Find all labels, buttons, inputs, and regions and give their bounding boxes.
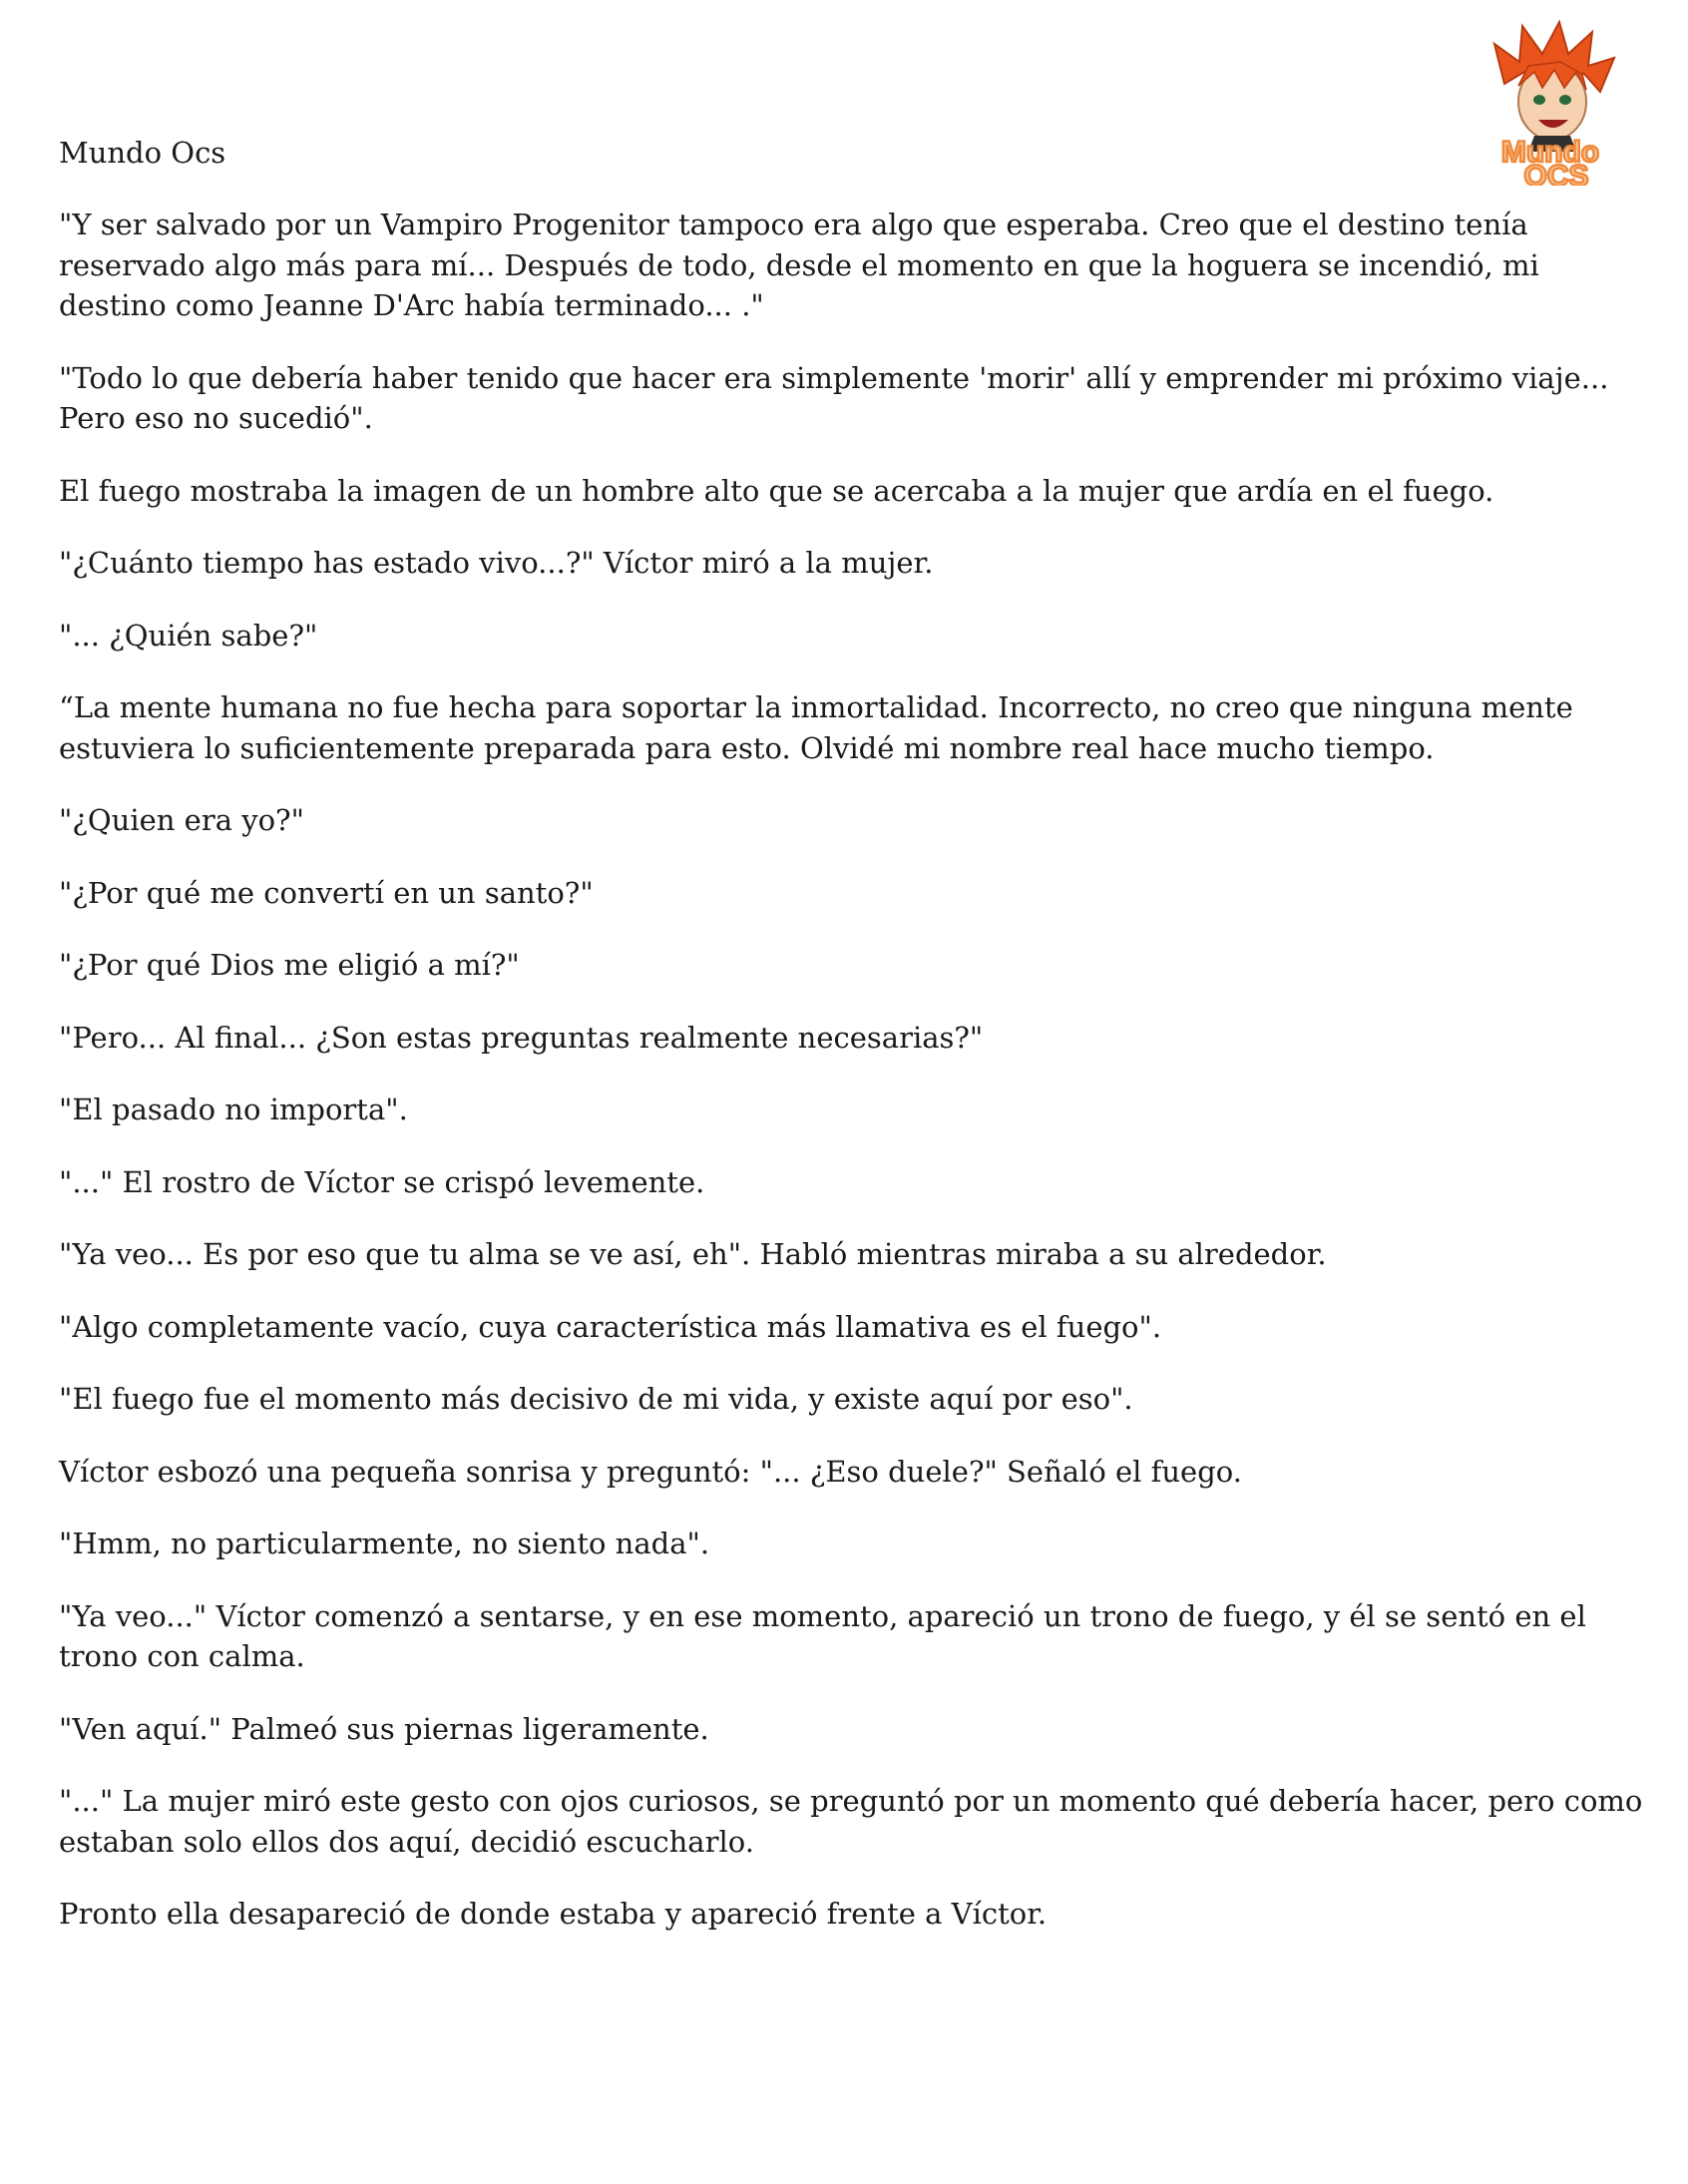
paragraph: "El fuego fue el momento más decisivo de mi vida, y existe aquí por eso". bbox=[59, 1382, 1133, 1416]
paragraph: Víctor esbozó una pequeña sonrisa y preguntó: "... ¿Eso duele?" Señaló el fuego. bbox=[59, 1454, 1242, 1489]
paragraph: "Ya veo..." Víctor comenzó a sentarse, y en ese momento, apareció un trono de fuego, y él se sentó en el trono con calma. bbox=[59, 1598, 1586, 1673]
paragraph: "Ya veo... Es por eso que tu alma se ve así, eh". Habló mientras miraba a su alrededor. bbox=[59, 1237, 1327, 1271]
paragraph: "El pasado no importa". bbox=[59, 1092, 408, 1126]
paragraph: "¿Quien era yo?" bbox=[59, 803, 304, 837]
mascot-logo-icon bbox=[1465, 14, 1636, 186]
paragraph: "Todo lo que debería haber tenido que hacer era simplemente 'morir' allí y emprender mi próximo viaje... Pero eso no sucedió". bbox=[59, 360, 1609, 435]
paragraph: Pronto ella desapareció de donde estaba y apareció frente a Víctor. bbox=[59, 1897, 1048, 1931]
logo-text-line1: Mundo bbox=[1500, 136, 1600, 169]
paragraph: "... ¿Quién sabe?" bbox=[59, 618, 318, 653]
paragraph: "Pero... Al final... ¿Son estas preguntas realmente necesarias?" bbox=[59, 1020, 984, 1055]
paragraph: "¿Cuánto tiempo has estado vivo...?" Víctor miró a la mujer. bbox=[59, 546, 934, 580]
mundo-ocs-logo bbox=[1465, 14, 1636, 186]
paragraph: “La mente humana no fue hecha para soportar la inmortalidad. Incorrecto, no creo que ninguna mente estuviera lo suficientemente preparada para esto. Olvidé mi nombre real hace mucho tiempo. bbox=[59, 690, 1573, 765]
logo-text-line2: OCS bbox=[1523, 160, 1589, 186]
paragraph: "Algo completamente vacío, cuya característica más llamativa es el fuego". bbox=[59, 1309, 1162, 1344]
logo-wordmark bbox=[1501, 136, 1599, 186]
paragraph: "..." El rostro de Víctor se crispó levemente. bbox=[59, 1164, 705, 1199]
paragraph: "Y ser salvado por un Vampiro Progenitor tampoco era algo que esperaba. Creo que el destino tenía reservado algo más para mí... Después de todo, desde el momento en que la hoguera se incendió, mi destino como Jeanne D'Arc había terminado... ." bbox=[59, 208, 1539, 322]
paragraph: "..." La mujer miró este gesto con ojos curiosos, se preguntó por un momento qué debería hacer, pero como estaban solo ellos dos aquí, decidió escucharlo. bbox=[59, 1784, 1643, 1859]
paragraph: "¿Por qué Dios me eligió a mí?" bbox=[59, 948, 520, 982]
paragraph: "Ven aquí." Palmeó sus piernas ligeramente. bbox=[59, 1711, 709, 1746]
paragraph: El fuego mostraba la imagen de un hombre alto que se acercaba a la mujer que ardía en el fuego. bbox=[59, 473, 1494, 508]
paragraph: "¿Por qué me convertí en un santo?" bbox=[59, 875, 594, 910]
document-body bbox=[59, 205, 1645, 1966]
paragraph: "Hmm, no particularmente, no siento nada". bbox=[59, 1527, 710, 1560]
document-header: Mundo Ocs bbox=[59, 136, 226, 170]
